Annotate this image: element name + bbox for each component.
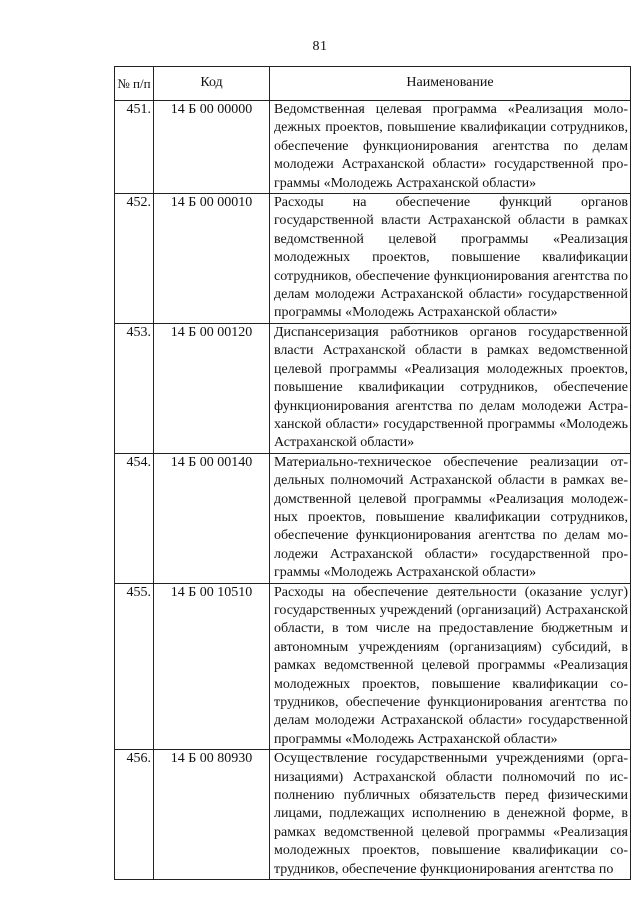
table-row bbox=[115, 323, 631, 453]
row-num: 454. bbox=[115, 453, 154, 583]
row-name: Диспансеризация работников органов государственной власти Астраханской области в рамках ведомственной целевой программы «Реализация молодежных проектов, повышение квалификации сотрудников, обеспечение функционирования агентства по делам молодежи Астраханской области» государственной программы «Молодежь Астраханской области» bbox=[270, 323, 631, 453]
table-row bbox=[115, 750, 631, 880]
row-num: 452. bbox=[115, 194, 154, 324]
row-name: Ведомственная целевая программа «Реализация молодежных проектов, повышение квалификации сотрудников, обеспечение функционирования агентства по делам молодежи Астраханской области» государственной программы «Молодежь Астраханской области» bbox=[270, 101, 631, 194]
header-name: Наименование bbox=[270, 67, 631, 101]
row-num: 456. bbox=[115, 750, 154, 880]
table-row bbox=[115, 453, 631, 583]
row-num: 455. bbox=[115, 583, 154, 750]
row-name: Расходы на обеспечение функций органов государственной власти Астраханской области в рамках ведомственной целевой программы «Реализация молодежных проектов, повышение квалификации сотрудников, обеспечение функционирования агентства по делам молодежи Астраханской области» государственной программы «Молодежь Астраханской области» bbox=[270, 194, 631, 324]
table-row bbox=[115, 101, 631, 194]
row-code: 14 Б 00 00010 bbox=[154, 194, 270, 324]
row-code: 14 Б 00 10510 bbox=[154, 583, 270, 750]
row-name: Расходы на обеспечение деятельности (оказание услуг) государственных учреждений (организаций) Астраханской области, в том числе на предоставление бюджетным и автономным учреждениям (организациям) субсидий, в рамках ведомственной целевой программы «Реализация молодежных проектов, повышение квалификации сотрудников, обеспечение функционирования агентства по делам молодежи Астраханской области» государственной программы «Молодежь Астраханской области» bbox=[270, 583, 631, 750]
row-code: 14 Б 00 00000 bbox=[154, 101, 270, 194]
row-name: Осуществление государственными учреждениями (организациями) Астраханской области полномочий по исполнению публичных обязательств перед физическими лицами, подлежащих исполнению в денежной форме, в рамках ведомственной целевой программы «Реализация молодежных проектов, повышение квалификации сотрудников, обеспечение функционирования агентства по bbox=[270, 750, 631, 880]
row-code: 14 Б 00 00140 bbox=[154, 453, 270, 583]
table-header-row bbox=[115, 67, 631, 101]
budget-classification-table bbox=[114, 66, 631, 880]
page-number: 81 bbox=[312, 39, 328, 54]
table-row bbox=[115, 194, 631, 324]
header-num: № п/п bbox=[115, 67, 154, 101]
row-num: 451. bbox=[115, 101, 154, 194]
row-name: Материально-техническое обеспечение реализации отдельных полномочий Астраханской области в рамках ведомственной целевой программы «Реализация молодежных проектов, повышение квалификации сотрудников, обеспечение функционирования агентства по делам молодежи Астраханской области» государственной программы «Молодежь Астраханской области» bbox=[270, 453, 631, 583]
row-num: 453. bbox=[115, 323, 154, 453]
row-code: 14 Б 00 00120 bbox=[154, 323, 270, 453]
table-row bbox=[115, 583, 631, 750]
header-code: Код bbox=[154, 67, 270, 101]
row-code: 14 Б 00 80930 bbox=[154, 750, 270, 880]
